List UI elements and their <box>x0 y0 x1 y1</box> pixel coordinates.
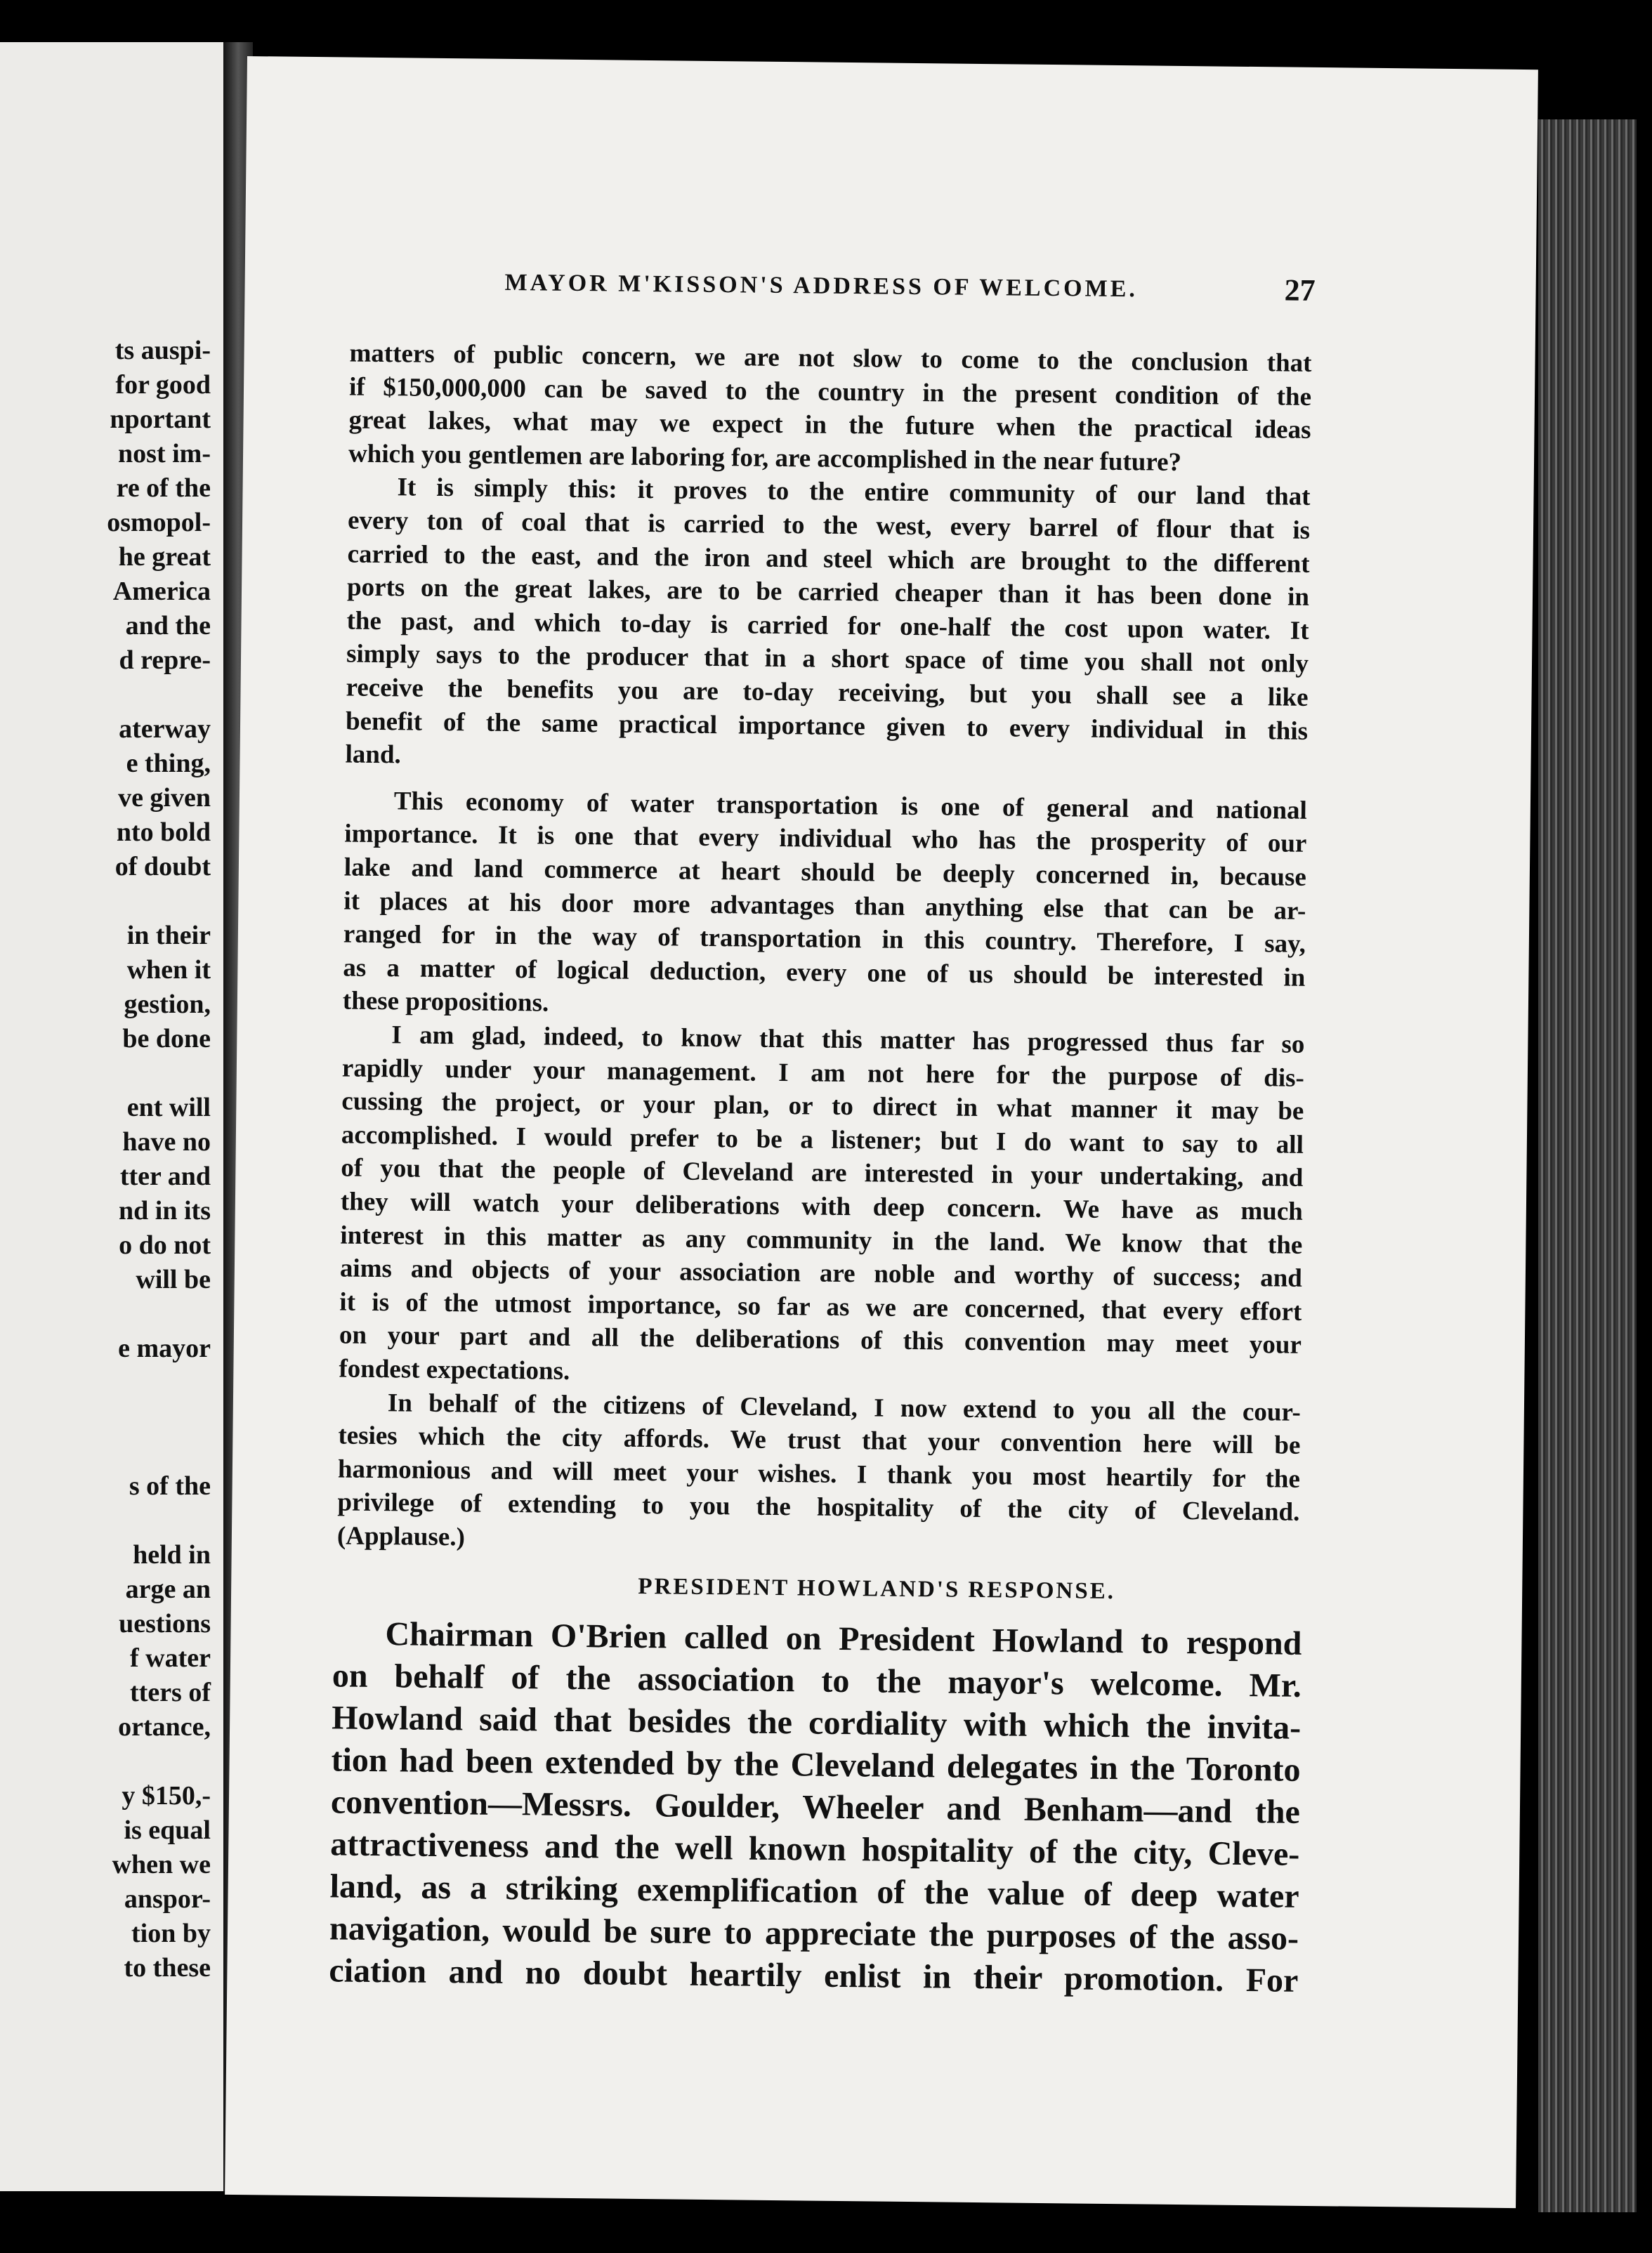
facing-page-line: ortance, <box>118 1712 211 1742</box>
facing-page-line: ve given <box>118 783 211 813</box>
facing-page-line: nd in its <box>119 1196 211 1226</box>
facing-page-line: o do not <box>119 1230 211 1260</box>
body-text-line: aims and objects of your association are noble and worthy of success; and <box>339 1254 1303 1294</box>
body-text-line: importance. It is one that every individual who has the prosperity of our <box>344 819 1307 859</box>
body-text-line: it places at his door more advantages than anything else that can be ar- <box>343 886 1306 926</box>
body-text-line: every ton of coal that is carried to the west, every barrel of flour that is <box>347 506 1311 545</box>
facing-page-line: e mayor <box>118 1334 211 1363</box>
body-text-line: ranged for in the way of transportation in this country. Therefore, I say, <box>343 919 1306 959</box>
body-text-line: accomplished. I would prefer to be a listener; but I do want to say to all <box>341 1120 1304 1160</box>
body-text-line: which you gentlemen are laboring for, are accomplished in the near future? <box>348 439 1182 477</box>
body-text-line: harmonious and will meet your wishes. I thank you most heartily for the <box>337 1454 1301 1494</box>
facing-page-line: America <box>112 577 211 606</box>
facing-page-line: will be <box>136 1265 211 1294</box>
body-text-line: on your part and all the deliberations of this convention may meet your <box>339 1320 1302 1360</box>
response-text-line: land, as a striking exemplification of the value of deep water <box>329 1867 1299 1915</box>
body-text-line: if $150,000,000 can be saved to the country in the present condition of the <box>348 372 1312 412</box>
facing-page-line: s of the <box>129 1471 211 1501</box>
facing-page-line: osmopol- <box>107 508 211 537</box>
response-text-line: convention—Messrs. Goulder, Wheeler and Benham—and the <box>330 1783 1301 1831</box>
body-text-line: receive the benefits you are to-day receiving, but you shall see a like <box>346 673 1309 712</box>
facing-page-line: e thing, <box>126 749 211 778</box>
facing-page-line: ts auspi- <box>114 336 211 365</box>
body-text-line: they will watch your deliberations with deep concern. We have as much <box>340 1187 1304 1226</box>
response-text-line: tion had been extended by the Cleveland delegates in the Toronto <box>331 1741 1301 1789</box>
facing-page-line: tters of <box>130 1678 211 1707</box>
facing-page <box>0 42 228 2191</box>
body-text-line: matters of public concern, we are not slow to come to the conclusion that <box>349 339 1312 378</box>
body-text-line: This economy of water transportation is one of general and national <box>393 787 1308 825</box>
facing-page-line: y $150,- <box>122 1781 211 1811</box>
facing-page-line: uestions <box>119 1609 211 1638</box>
response-text-line: Howland said that besides the cordiality with which the invita- <box>331 1699 1302 1747</box>
facing-page-line: d repre- <box>119 645 211 675</box>
facing-page-line: be done <box>122 1024 211 1053</box>
facing-page-line: for good <box>115 370 211 400</box>
body-text-line: (Applause.) <box>336 1521 466 1552</box>
response-text-line: Chairman O'Brien called on President Howland to respond <box>385 1615 1302 1662</box>
running-title: MAYOR M'KISSON'S ADDRESS OF WELCOME. <box>504 269 1139 303</box>
facing-page-line: nportant <box>110 405 211 434</box>
facing-page-line: re of the <box>116 473 211 503</box>
body-text-line: privilege of extending to you the hospitality of the city of Cleveland. <box>337 1487 1300 1528</box>
facing-page-line: when it <box>126 955 211 985</box>
body-text-line: cussing the project, or your plan, or to direct in what manner it may be <box>341 1086 1304 1126</box>
response-text-line: navigation, would be sure to appreciate the purposes of the asso- <box>329 1910 1299 1957</box>
book-page <box>225 56 1538 2208</box>
facing-page-line: have no <box>122 1127 211 1157</box>
facing-page-line: is equal <box>124 1815 211 1845</box>
facing-page-line: tter and <box>119 1162 211 1191</box>
facing-page-line: and the <box>125 611 211 641</box>
body-text-line: I am glad, indeed, to know that this matter has progressed thus far so <box>391 1020 1305 1059</box>
response-text-line: on behalf of the association to the mayor's welcome. Mr. <box>332 1657 1302 1704</box>
body-text-line: fondest expectations. <box>339 1354 570 1386</box>
page-number: 27 <box>1284 272 1316 308</box>
body-text-line: great lakes, what may we expect in the future when the practical ideas <box>348 405 1311 445</box>
facing-page-line: he great <box>118 542 211 572</box>
body-text-line: simply says to the producer that in a short space of time you shall not only <box>346 639 1309 679</box>
response-text-line: attractiveness and the well known hospitality of the city, Cleve- <box>330 1825 1300 1873</box>
body-text-line: these propositions. <box>342 986 549 1018</box>
facing-page-line: of doubt <box>114 852 211 881</box>
facing-page-line: f water <box>130 1643 211 1673</box>
body-text-line: It is simply this: it proves to the entire community of our land that <box>397 473 1311 512</box>
facing-page-line: when we <box>112 1850 211 1879</box>
facing-page-line: gestion, <box>124 990 211 1019</box>
body-text-line: of you that the people of Cleveland are interested in your undertaking, and <box>341 1153 1304 1193</box>
body-text-line: land. <box>345 740 401 770</box>
body-text-line: lake and land commerce at heart should be deeply concerned in, because <box>343 853 1307 892</box>
body-text-line: ports on the great lakes, are to be carried cheaper than it has been done in <box>346 572 1310 612</box>
facing-page-line: nto bold <box>116 817 211 847</box>
body-text-line: as a matter of logical deduction, every one of us should be interested in <box>343 953 1306 992</box>
page-edges <box>1538 119 1637 2212</box>
facing-page-line: nost im- <box>118 439 211 468</box>
facing-page-line: ent will <box>126 1093 211 1122</box>
body-text-line: benefit of the same practical importance given to every individual in this <box>345 707 1309 746</box>
facing-page-line: to these <box>124 1953 211 1983</box>
response-text-line: ciation and no doubt heartily enlist in their promotion. For <box>329 1952 1299 1999</box>
facing-page-line: tion by <box>131 1919 211 1948</box>
facing-page-line: aterway <box>119 714 211 744</box>
body-text-line: carried to the east, and the iron and steel which are brought to the different <box>347 539 1310 579</box>
facing-page-line: anspor- <box>124 1884 211 1914</box>
body-text-line: rapidly under your management. I am not here for the purpose of dis- <box>341 1053 1305 1093</box>
facing-page-line: arge an <box>125 1575 211 1604</box>
body-text-line: tesies which the city affords. We trust that your convention here will be <box>338 1421 1301 1460</box>
facing-page-line: held in <box>133 1540 211 1570</box>
body-text-line: it is of the utmost importance, so far as we are concerned, that every effort <box>339 1287 1302 1327</box>
body-text-line: In behalf of the citizens of Cleveland, I now extend to you all the cour- <box>387 1388 1302 1427</box>
body-text-line: the past, and which to-day is carried for one-half the cost upon water. It <box>346 606 1309 645</box>
body-text-line: interest in this matter as any community in the land. We know that the <box>340 1221 1303 1260</box>
facing-page-line: in their <box>126 921 211 950</box>
section-heading: PRESIDENT HOWLAND'S RESPONSE. <box>638 1573 1116 1605</box>
